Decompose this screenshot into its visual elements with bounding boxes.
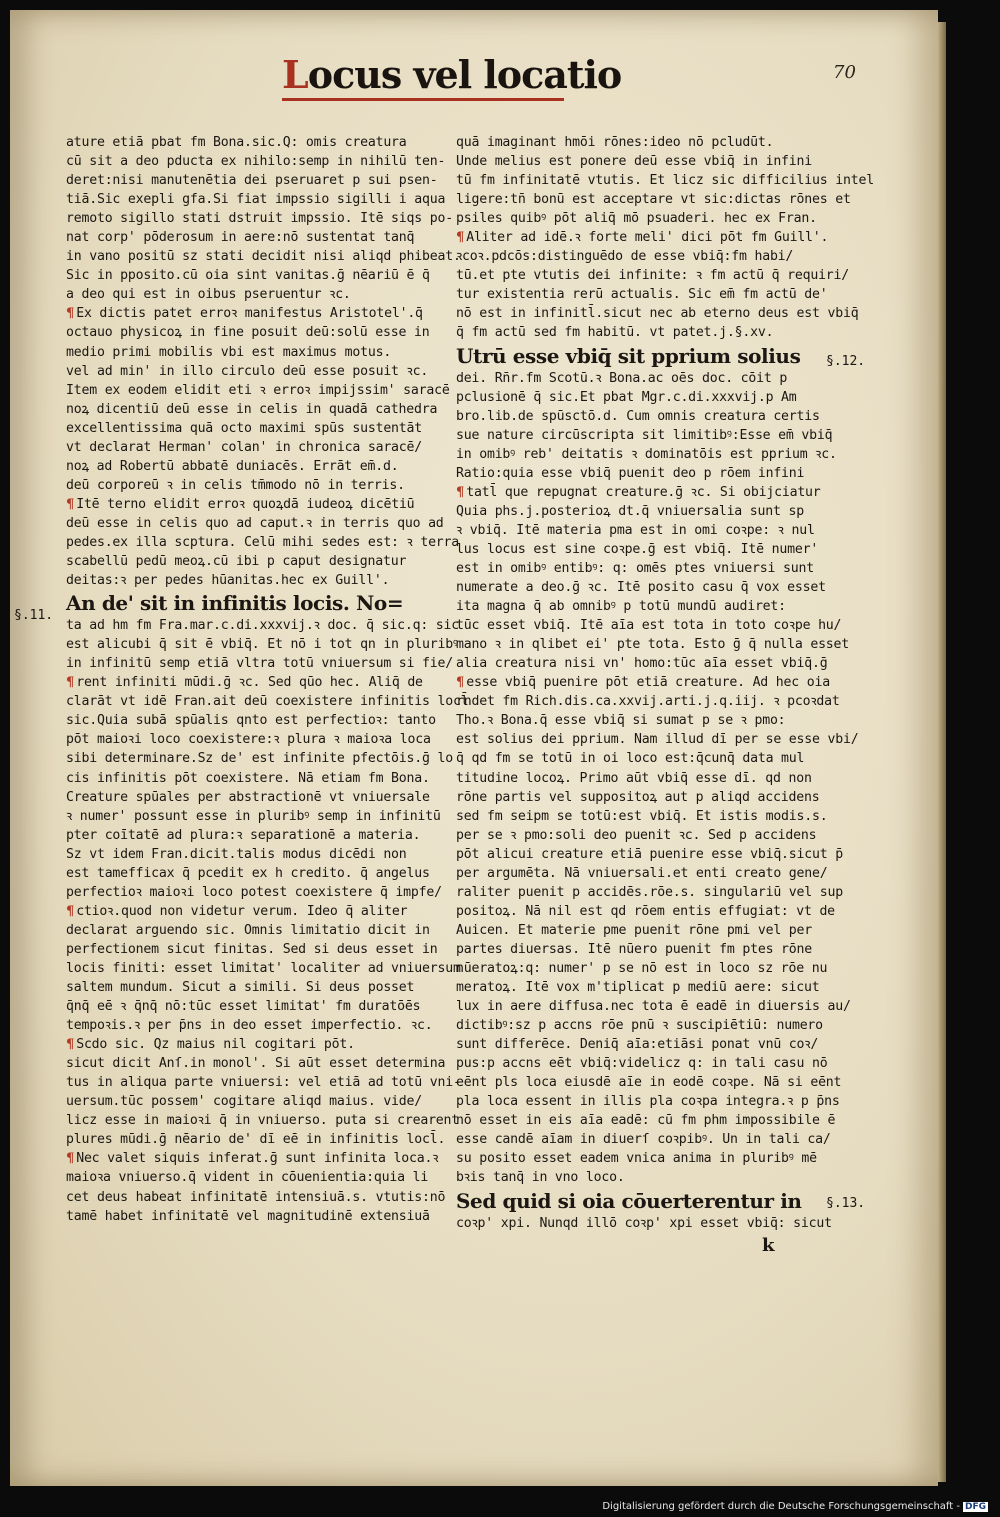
text-line <box>456 1149 818 1168</box>
text-line <box>456 502 818 521</box>
line-text: nō esset in eis aīa eadē: cū fm phm impossibile ē <box>456 1113 836 1129</box>
line-text: Tho.ꝛ Bona.q̄ esse vbiq̄ si sumat p se ꝛ pmo: <box>456 713 786 729</box>
line-text: ta ad hm fm Fra.mar.c.di.xxxvij.ꝛ doc. q̄ sic.q: sic <box>66 618 460 634</box>
digitization-credit <box>602 1501 988 1512</box>
text-line <box>456 407 818 426</box>
text-line <box>456 883 843 902</box>
text-line <box>456 304 859 323</box>
line-text: cet deus habeat infinitatē intensiuā.s. vtutis:nō <box>66 1189 446 1205</box>
text-line <box>66 1016 438 1035</box>
text-line <box>66 362 438 381</box>
line-text: deret:nisi manutenētia dei pseruaret p sui psen- <box>66 173 438 189</box>
text-line <box>66 1168 438 1187</box>
text-line <box>66 1207 438 1226</box>
line-text: ature etiā pbat fm Bona.sic.Q: omis creatura <box>66 135 407 150</box>
line-text: deitas:ꝛ per pedes hūanitas.hec ex Guill'. <box>66 573 390 589</box>
text-line <box>456 959 828 978</box>
line-text: cis infinitis pōt coexistere. Nā etiam fm Bona. <box>66 770 430 786</box>
text-line <box>456 209 818 228</box>
line-text: deū esse in celis quo ad caput.ꝛ in terris quo ad <box>66 515 444 531</box>
text-line <box>66 883 442 902</box>
text-line <box>456 1190 818 1212</box>
line-text: Creature spūales per abstractionē vt vniuersale <box>66 789 430 805</box>
paragraph-mark: ¶ <box>66 306 75 322</box>
credit-text: Digitalisierung gefördert durch die Deutsche Forschungsgemeinschaft - <box>602 1501 960 1512</box>
line-text: Sed quid si oia cōuerterentur in <box>456 1188 802 1213</box>
line-text: lus locus est sine coꝛpe.ḡ est vbiq̄. Itē numer' <box>456 541 819 557</box>
text-line <box>66 133 438 152</box>
line-text: numerate a deo.ḡ ꝛc. Itē posito casu q̄ vox esset <box>456 580 826 596</box>
line-text: plures mūdi.ḡ nēario de' dī eē in infinitis locl̄. <box>66 1132 446 1148</box>
text-line <box>66 1073 461 1092</box>
line-text: uersum.tūc possem' cogitare aliqd maius. vide/ <box>66 1094 423 1110</box>
text-line <box>66 826 438 845</box>
text-line <box>456 171 874 190</box>
line-text: q̄ fm actū sed fm habitū. vt patet.j.§.xv. <box>456 325 774 341</box>
text-line <box>456 1054 828 1073</box>
line-text: coꝛp' xpi. Nunqd illō coꝛp' xpi esset vbiq̄: sicut <box>456 1215 832 1231</box>
running-head-rule <box>282 98 564 101</box>
text-line <box>66 616 460 635</box>
line-text: sue nature circūscripta sit limitibꝰ:Esse em̄ vbiq̄ <box>456 427 833 443</box>
text-line <box>456 540 818 559</box>
line-text: titudine locoꝝ. Primo aūt vbiq̄ esse dī. qd non <box>456 770 812 786</box>
text-line <box>456 673 830 692</box>
text-line <box>66 1092 438 1111</box>
line-text: Unde melius est ponere deū esse vbiq̄ in infini <box>456 154 813 170</box>
line-text: vel ad min' in illo circulo deū esse posuit ꝛc. <box>66 363 429 379</box>
line-text: perfectioꝛ maioꝛi loco potest coexistere q̄ impfe/ <box>66 884 442 900</box>
text-line <box>456 152 818 171</box>
line-text: rndet fm Rich.dis.ca.xxvij.arti.j.q.iij. ꝛ pcoꝛdat <box>456 694 840 710</box>
line-text: su posito esset eadem vnica anima in pluribꝰ mē <box>456 1151 817 1167</box>
line-text: ꝛ vbiq̄. Itē materia pma est in omi coꝛpe: ꝛ nul <box>456 522 815 538</box>
line-text: q̄ qd fm se totū in oi loco est:q̄cunq̄ data mul <box>456 751 805 767</box>
line-text: sicut dicit Anſ.in monol'. Si aūt esset determina <box>66 1056 446 1072</box>
text-line <box>66 940 438 959</box>
line-text: declarat arguendo sic. Omnis limitatio dicit in <box>66 922 430 938</box>
line-text: ꝛcoꝛ.pdcōs:distinguēdo de esse vbiq̄:fm habi/ <box>456 249 794 265</box>
text-line <box>456 902 835 921</box>
line-text: Scdo sic. Qz maius nil cogitari pōt. <box>76 1037 355 1053</box>
text-line <box>66 711 438 730</box>
text-line <box>66 1130 446 1149</box>
text-line <box>66 171 438 190</box>
line-text: pedes.ex illa scptura. Celū mihi sedes est: ꝛ terra <box>66 534 460 550</box>
line-text: Ratio:quia esse vbiq̄ puenit deo p rōem infini <box>456 465 805 481</box>
signature-mark: k <box>762 1235 775 1256</box>
margin-note-s11: §.11. <box>14 608 54 623</box>
text-line <box>456 864 828 883</box>
line-text: pter coītatē ad plura:ꝛ separationē a materia. <box>66 827 421 843</box>
text-line <box>66 1111 460 1130</box>
margin-note-s13: §.13. <box>826 1196 866 1211</box>
line-text: raliter puenit p accidēs.rōe.s. singulariū vel sup <box>456 884 843 900</box>
line-text: rent infiniti mūdi.ḡ ꝛc. Sed qūo hec. Aliq̄ de <box>76 675 423 691</box>
line-text: esse candē aīam in diuerſ coꝛpibꝰ. Un in tali ca/ <box>456 1132 831 1148</box>
line-text: pōt maioꝛi loco coexistere:ꝛ plura ꝛ maioꝛa loca <box>66 732 431 748</box>
text-line <box>66 978 438 997</box>
text-line <box>66 495 438 514</box>
text-line <box>456 730 859 749</box>
text-line <box>456 749 818 768</box>
line-text: est in omibꝰ entibꝰ: q: omēs ptes vniuersi sunt <box>456 560 814 576</box>
folio-number: 70 <box>833 62 856 83</box>
text-line <box>456 464 818 483</box>
line-text: positoꝝ. Nā nil est qd rōem entis effugiat: vt de <box>456 903 835 919</box>
text-line <box>456 190 851 209</box>
text-line <box>66 864 438 883</box>
text-line <box>66 343 438 362</box>
line-text: tus in aliqua parte vniuersi: vel etiā ad totū vni- <box>66 1075 461 1091</box>
text-line <box>66 1054 446 1073</box>
text-line <box>66 323 438 342</box>
line-text: tū.et pte vtutis dei infinite: ꝛ fm actū q̄ requiri/ <box>456 268 850 284</box>
line-text: remoto sigillo stati dstruit impssio. Itē siqs po- <box>66 211 453 227</box>
text-line <box>456 1111 836 1130</box>
text-line <box>456 247 818 266</box>
line-text: tamē habet infinitatē vel magnitudinē extensiuā <box>66 1208 430 1224</box>
text-line <box>456 426 833 445</box>
text-line <box>456 826 818 845</box>
text-line <box>456 133 818 152</box>
text-line <box>456 559 818 578</box>
text-line <box>456 388 818 407</box>
line-text: tempoꝛis.ꝛ per p̄ns in deo esset imperfectio. ꝛc. <box>66 1018 433 1034</box>
line-text: Auicen. Et materie pme puenit rōne pmi vel per <box>456 922 813 938</box>
text-line <box>456 654 828 673</box>
text-line <box>66 571 438 590</box>
text-line <box>456 323 818 342</box>
line-text: noꝝ ad Robertū abbatē duniacēs. Errāt em̄.d. <box>66 458 399 474</box>
text-line <box>66 769 438 788</box>
text-line <box>66 1149 438 1168</box>
line-text: psiles quibꝰ pōt aliq̄ mō psuaderi. hec ex Fran. <box>456 211 817 227</box>
text-line <box>66 419 438 438</box>
text-line <box>66 381 450 400</box>
line-text: sunt differēce. Deniq̄ aīa:etiāsi ponat vnū coꝛ/ <box>456 1037 819 1053</box>
text-line <box>66 266 438 285</box>
line-text: medio primi mobilis vbi est maximus motus. <box>66 344 392 360</box>
line-text: ctioꝛ.quod non videtur verum. Ideo q̄ aliter <box>76 903 408 919</box>
text-line <box>456 228 829 247</box>
text-line <box>456 521 818 540</box>
line-text: a deo qui est in oibus pseruentur ꝛc. <box>66 287 351 303</box>
text-line <box>66 959 461 978</box>
line-text: saltem mundum. Sicut a simili. Si deus posset <box>66 980 415 996</box>
text-line <box>456 345 818 367</box>
running-head-initial: L <box>282 52 308 97</box>
line-text: cū sit a deo pducta ex nihilo:semp in nihilū ten- <box>66 154 446 170</box>
line-text: nat corp' pōderosum in aere:nō sustentat tanq̄ <box>66 230 415 246</box>
line-text: tūc esset vbiq̄. Itē aīa est tota in toto coꝛpe hu/ <box>456 618 842 634</box>
text-line <box>66 673 438 692</box>
text-line <box>66 247 461 266</box>
line-text: bro.lib.de spūsctō.d. Cum omnis creatura certis <box>456 408 820 424</box>
text-line <box>456 369 818 388</box>
line-text: deū corporeū ꝛ in celis tm̄modo nō in terris. <box>66 477 405 493</box>
line-text: tatl̄ que repugnat creature.ḡ ꝛc. Si obijciatur <box>466 484 821 500</box>
text-line <box>456 1073 842 1092</box>
text-line <box>66 654 453 673</box>
line-text: Aliter ad idē.ꝛ forte meli' dici pōt fm Guill'. <box>466 230 829 246</box>
line-text: tur existentia rerū actualis. Sic em̄ fm actū de' <box>456 287 828 303</box>
line-text: maioꝛa vniuerso.q̄ vident in cōuenientia:quia li <box>66 1170 429 1186</box>
line-text: Utrū esse vbiq̄ sit pprium solius <box>456 343 801 368</box>
line-text: per argumēta. Nā vniuersali.et enti creato gene/ <box>456 865 828 881</box>
line-text: Ex dictis patet erroꝛ manifestus Aristotel'.q̄ <box>76 306 423 322</box>
line-text: octauo physicoꝝ in fine posuit deū:solū esse in <box>66 325 430 341</box>
text-line <box>456 445 837 464</box>
text-line <box>456 807 828 826</box>
line-text: noꝝ dicentiū deū esse in celis in quadā cathedra <box>66 401 438 417</box>
text-line <box>456 692 840 711</box>
text-line <box>456 1035 818 1054</box>
text-line <box>66 997 438 1016</box>
line-text: An de' sit in infinitis locis. No= <box>66 591 404 616</box>
line-text: clarāt vt idē Fran.ait deū coexistere infinitis locl̄ <box>66 694 469 710</box>
paragraph-mark: ¶ <box>456 230 465 246</box>
paragraph-mark: ¶ <box>66 1151 75 1167</box>
text-line <box>456 266 850 285</box>
line-text: partes diuersas. Itē nūero puenit fm ptes rōne <box>456 941 813 957</box>
line-text: Itē terno elidit erroꝛ quoꝝdā iudeoꝝ dicētiū <box>76 496 415 512</box>
line-text: mano ꝛ in qlibet ei' pte tota. Esto ḡ q̄ nulla esset <box>456 637 850 653</box>
line-text: rōne partis vel suppositoꝝ aut p aliqd accidens <box>456 789 820 805</box>
text-line <box>456 940 818 959</box>
margin-note-s12: §.12. <box>826 354 866 369</box>
line-text: q̄nq̄ eē ꝛ q̄nq̄ nō:tūc esset limitat' fm duratōēs <box>66 999 421 1015</box>
text-line <box>456 978 818 997</box>
paragraph-mark: ¶ <box>66 903 75 919</box>
text-line <box>66 807 441 826</box>
text-line <box>66 692 469 711</box>
line-text: esse vbiq̄ puenire pōt etiā creature. Ad hec oia <box>466 675 830 691</box>
line-text: perfectionem sicut finitas. Sed si deus esset in <box>66 941 438 957</box>
line-text: pclusionē q̄ sic.Et pbat Mgr.c.di.xxxvij.p Am <box>456 389 797 405</box>
line-text: sic.Quia subā spūalis qnto est perfectioꝛ: tanto <box>66 713 436 729</box>
text-line <box>66 730 438 749</box>
text-line <box>456 578 826 597</box>
line-text: excellentissima quā octo maximi spūs sustentāt <box>66 420 423 436</box>
text-line <box>66 285 438 304</box>
line-text: tiā.Sic exepli gfa.Si fiat impssio sigilli i aqua <box>66 192 446 208</box>
text-line <box>66 400 438 419</box>
line-text: licz esse in maioꝛi q̄ in vniuerso. puta si crearent <box>66 1113 460 1129</box>
text-line <box>456 1130 831 1149</box>
text-line <box>66 476 438 495</box>
text-line <box>456 845 843 864</box>
line-text: Sic in pposito.cū oia sint vanitas.ḡ nēariū ē q̄ <box>66 268 430 284</box>
text-line <box>456 1214 832 1233</box>
text-line <box>456 711 818 730</box>
text-line <box>456 597 818 616</box>
line-text: lux in aere diffusa.nec tota ē eadē in diuersis au/ <box>456 999 851 1015</box>
text-line <box>66 457 438 476</box>
line-text: per se ꝛ pmo:soli deo puenit ꝛc. Sed p accidens <box>456 827 817 843</box>
left-text-column <box>66 133 469 1226</box>
line-text: ita magna q̄ ab omnibꝰ p totū mundū audiret: <box>456 599 786 615</box>
line-text: est solius dei pprium. Nam illud dī per se esse vbi/ <box>456 732 859 748</box>
text-line <box>66 921 438 940</box>
text-line <box>66 304 438 323</box>
text-line <box>456 483 821 502</box>
text-line <box>66 438 438 457</box>
line-text: Item ex eodem elidit eti ꝛ erroꝛ impijssim' saracē <box>66 382 450 398</box>
text-line <box>456 921 818 940</box>
line-text: bꝛis tanq̄ in vno loco. <box>456 1170 625 1186</box>
text-line <box>456 1168 818 1187</box>
text-line <box>66 152 446 171</box>
line-text: quā imaginant hmōi rōnes:ideo nō pcludūt. <box>456 135 774 150</box>
text-line <box>66 592 438 614</box>
running-head-text: ocus vel locatio <box>307 52 622 97</box>
line-text: in infinitū semp etiā vltra totū vniuersum si fie/ <box>66 656 453 672</box>
text-line <box>456 788 818 807</box>
text-line <box>66 1188 446 1207</box>
text-line <box>456 997 851 1016</box>
line-text: tū fm infinitatē vtutis. Et licz sic difficilius intel <box>456 173 874 189</box>
text-line <box>456 635 850 654</box>
paragraph-mark: ¶ <box>456 484 465 500</box>
paragraph-mark: ¶ <box>66 675 75 691</box>
line-text: sed fm seipm se totū:est vbiq̄. Et istis modis.s. <box>456 808 828 824</box>
line-text: nō est in infinitl̄.sicut nec ab eterno deus est vbiq̄ <box>456 306 859 322</box>
dfg-logo: DFG <box>964 1502 986 1512</box>
text-line <box>66 514 444 533</box>
line-text: alia creatura nisi vn' homo:tūc aīa esset vbiq̄.ḡ <box>456 656 828 672</box>
text-line <box>66 552 438 571</box>
line-text: pōt alicui creature etiā puenire esse vbiq̄.sicut p̄ <box>456 846 843 862</box>
line-text: Quia phs.j.posterioꝝ dt.q̄ vniuersalia sunt sp <box>456 503 804 519</box>
text-line <box>66 533 460 552</box>
line-text: vt declarat Herman' colan' in chronica saracē/ <box>66 439 423 455</box>
text-line <box>66 1035 438 1054</box>
line-text: pla loca essent in illis pla coꝛpa integra.ꝛ p p̄ns <box>456 1094 840 1110</box>
text-line <box>66 749 453 768</box>
line-text: meratoꝝ. Itē vox m'tiplicat p mediū aere: sicut <box>456 980 820 996</box>
page-edge <box>938 22 946 1482</box>
line-text: dei. Rn̄r.fm Scotū.ꝛ Bona.ac oēs doc. cōit p <box>456 370 788 386</box>
text-line <box>456 285 828 304</box>
text-line <box>66 190 446 209</box>
line-text: Nec valet siquis inferat.ḡ sunt infinita loca.ꝛ <box>76 1151 439 1167</box>
text-line <box>66 845 438 864</box>
text-line <box>66 635 458 654</box>
line-text: eēnt pls loca eiusdē aīe in eodē coꝛpe. Nā si eēnt <box>456 1075 842 1091</box>
line-text: est tamefficax q̄ pcedit ex h credito. q̄ angelus <box>66 865 430 881</box>
text-line <box>66 902 438 921</box>
line-text: ligere:tn̄ bonū est acceptare vt sic:dictas rōnes et <box>456 192 851 208</box>
line-text: Sz vt idem Fran.dicit.talis modus dicēdi non <box>66 846 407 862</box>
line-text: pus:p accns eēt vbiq̄:videlicz q: in tali casu nō <box>456 1056 828 1072</box>
line-text: est alicubi q̄ sit ē vbiq̄. Et nō i tot qn in pluribꝰ <box>66 637 458 653</box>
text-line <box>456 769 818 788</box>
line-text: in vano positū sz stati decidit nisi aliqd phibeat. <box>66 249 461 265</box>
text-line <box>66 209 453 228</box>
line-text: in omibꝰ reb' deitatis ꝛ dominatōis est pprium ꝛc. <box>456 446 837 462</box>
line-text: dictibꝰ:sz p accns rōe pnū ꝛ suscipiētiū: numero <box>456 1018 823 1034</box>
text-line <box>456 616 842 635</box>
paragraph-mark: ¶ <box>66 496 75 512</box>
text-line <box>456 1016 823 1035</box>
paragraph-mark: ¶ <box>66 1037 75 1053</box>
text-line <box>66 228 438 247</box>
line-text: scabellū pedū meoꝝ.cū ibi p caput designatur <box>66 554 407 570</box>
line-text: locis finiti: esset limitat' localiter ad vniuersum <box>66 960 461 976</box>
text-line <box>456 1092 840 1111</box>
line-text: nūeratoꝝ:q: numer' p se nō est in loco sz rōe nu <box>456 960 828 976</box>
paragraph-mark: ¶ <box>456 675 465 691</box>
text-line <box>66 788 438 807</box>
line-text: ꝛ numer' possunt esse in pluribꝰ semp in infinitū <box>66 808 441 824</box>
line-text: sibi determinare.Sz de' est infinite pfectōis.ḡ lo <box>66 751 453 767</box>
